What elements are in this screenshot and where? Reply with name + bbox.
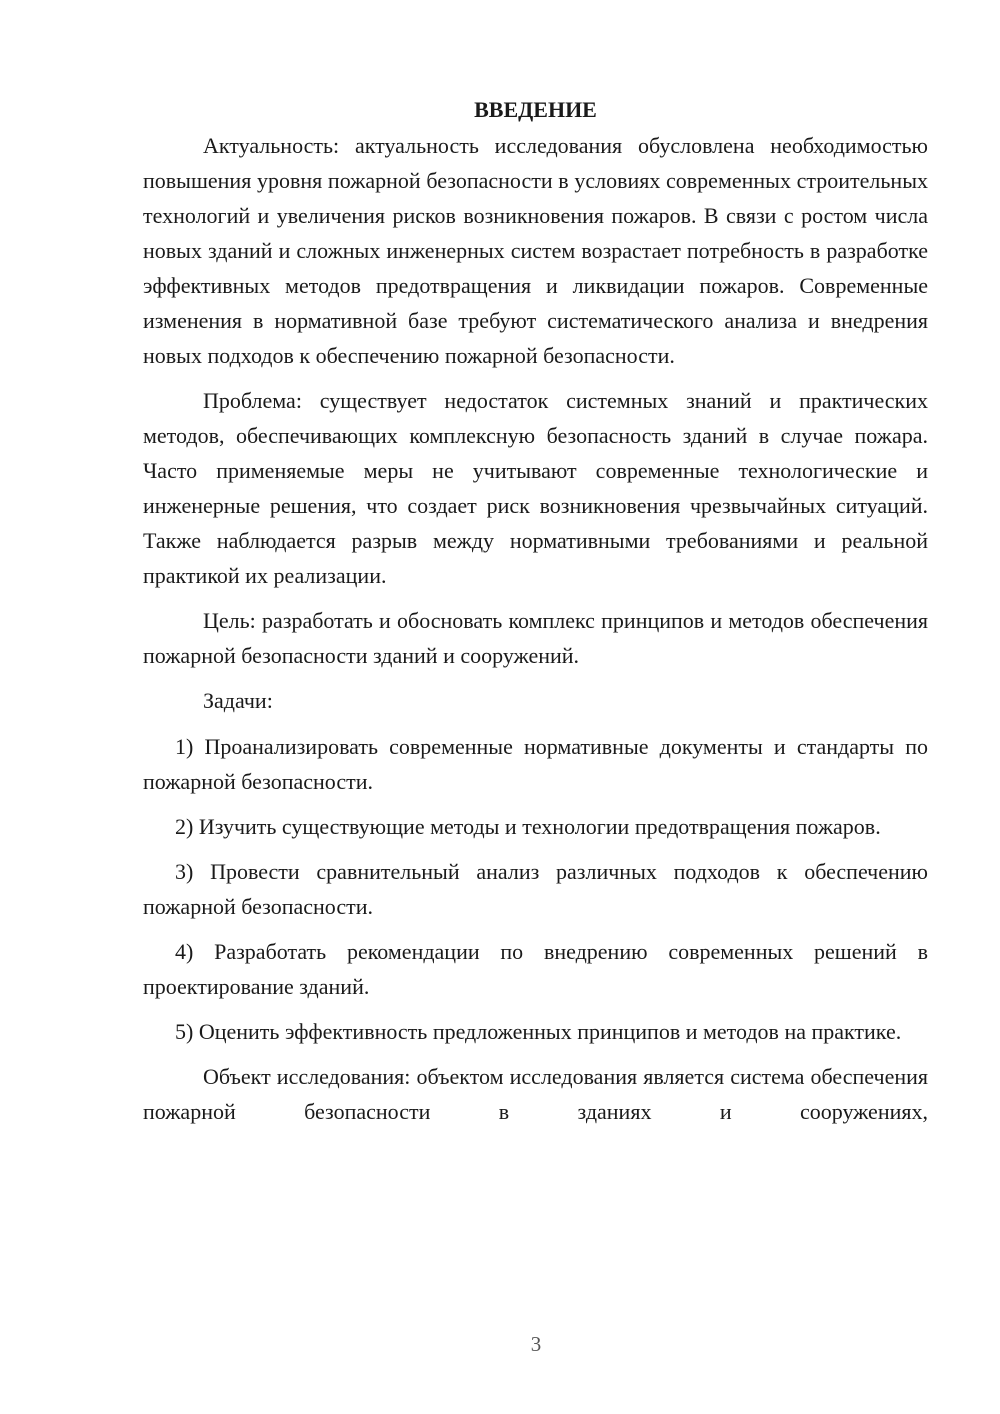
problem-paragraph: Проблема: существует недостаток системных знаний и практических методов, обеспечивающих комплексную безопасность зданий в случае пожара. Часто применяемые меры не учитывают современные технологические и инженерные решения, что создает риск возникновения чрезвычайных ситуаций. Также наблюдается разрыв между нормативными требованиями и реальной практикой их реализации.: [143, 388, 928, 588]
section-title: ВВЕДЕНИЕ: [474, 97, 597, 122]
task-item-2: 2) Изучить существующие методы и технологии предотвращения пожаров.: [175, 814, 881, 839]
page-number: 3: [530, 1332, 542, 1356]
goal-paragraph: Цель: разработать и обосновать комплекс принципов и методов обеспечения пожарной безопасности зданий и сооружений.: [143, 608, 928, 668]
tasks-heading: Задачи:: [203, 688, 273, 713]
task-item-4: 4) Разработать рекомендации по внедрению современных решений в проектирование зданий.: [143, 939, 928, 999]
task-item-1: 1) Проанализировать современные нормативные документы и стандарты по пожарной безопасности.: [143, 734, 928, 794]
task-item-3: 3) Провести сравнительный анализ различных подходов к обеспечению пожарной безопасности.: [143, 859, 928, 919]
research-object-paragraph: Объект исследования: объектом исследования является система обеспечения пожарной безопасности в зданиях и сооружениях,: [143, 1064, 928, 1124]
relevance-paragraph: Актуальность: актуальность исследования обусловлена необходимостью повышения уровня пожарной безопасности в условиях современных строительных технологий и увеличения рисков возникновения пожаров. В связи с ростом числа новых зданий и сложных инженерных систем возрастает потребность в разработке эффективных методов предотвращения и ликвидации пожаров. Современные изменения в нормативной базе требуют систематического анализа и внедрения новых подходов к обеспечению пожарной безопасности.: [143, 133, 928, 368]
document-page: [143, 92, 928, 1139]
task-item-5: 5) Оценить эффективность предложенных принципов и методов на практике.: [175, 1019, 902, 1044]
